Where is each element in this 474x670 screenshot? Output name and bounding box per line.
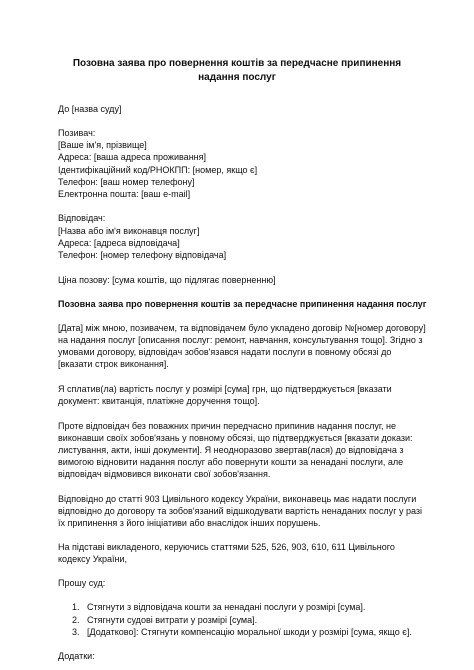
plaintiff-block [58, 127, 422, 200]
paragraph-line: [вказати строк виконання]. [58, 359, 169, 370]
paragraph-line: Я сплатив(ла) вартість послуг у розмірі [сума] грн, що підтверджується [вказати [58, 384, 392, 395]
plaintiff-phone: Телефон: [ваш номер телефону] [58, 176, 195, 187]
list-item-number: 2. [72, 614, 80, 625]
list-item-text: [Додатково]: Стягнути компенсацію моральної шкоди у розмірі [сума, якщо є]. [87, 626, 412, 637]
subheading [58, 298, 427, 310]
list-item-text: Стягнути судові витрати у розмірі [сума]. [87, 614, 258, 625]
plaintiff-heading: Позивач: [58, 128, 96, 139]
paragraph-contract [58, 322, 426, 371]
list-item-number: 3. [72, 626, 80, 637]
paragraph-line: На підставі викладеного, керуючись статтями 525, 526, 903, 610, 611 Цивільного [58, 541, 395, 552]
attachments-heading [58, 650, 422, 662]
plaintiff-tax-id: Ідентифікаційний код/РНОКПП: [номер, якщо є] [58, 164, 258, 175]
paragraph-law [58, 493, 422, 529]
list-item-number: 1. [72, 602, 80, 613]
request-heading [58, 577, 422, 589]
defendant-name: [Назва або ім'я виконавця послуг] [58, 225, 200, 236]
paragraph-line: їх припинення з його ініціативи або внаслідок інших порушень. [58, 517, 321, 528]
paragraph-breach [58, 420, 422, 481]
defendant-block [58, 212, 422, 261]
subheading-text: Позовна заява про повернення коштів за передчасне припинення надання послуг [58, 298, 427, 309]
paragraph-line: Відповідно до статті 903 Цивільного кодексу України, виконавець має надати послуги [58, 493, 417, 504]
list-item [72, 626, 432, 638]
list-item-text: Стягнути з відповідача кошти за ненадані послуги у розмірі [сума]. [87, 602, 366, 613]
paragraph-line: умовами договору, відповідач зобов'язався надати послуги в повному обсязі до [58, 347, 392, 358]
court-name: До [назва суду] [58, 104, 122, 114]
defendant-address: Адреса: [адреса відповідача] [58, 237, 180, 248]
paragraph-line: відповідач відмовився виконати свої зобов'язання. [58, 469, 271, 479]
plaintiff-email: Електронна пошта: [ваш e-mail] [58, 188, 191, 199]
paragraph-line: на надання послуг [описання послуг: ремонт, навчання, консультування тощо]. Згідно з [58, 335, 423, 346]
paragraph-basis [58, 541, 422, 565]
attachments-heading-text: Додатки: [58, 650, 95, 661]
claim-price [58, 274, 422, 286]
paragraph-line: виконавши своїх зобов'язань у повному обсязі, що підтверджується [вказати докази: [58, 432, 413, 443]
paragraph-payment [58, 383, 422, 407]
plaintiff-name: [Ваше ім'я, прізвище] [58, 140, 147, 151]
paragraph-line: [Дата] між мною, позивачем, та відповідачем було укладено договір №[номер договору] [58, 323, 426, 334]
paragraph-line: вимогою відновити надання послуг або повернути кошти за ненадані послуги, але [58, 456, 404, 467]
paragraph-line: документ: квитанція, платіжне доручення тощо]. [58, 396, 260, 407]
paragraph-line: листування, акти, інші документи]. Я неодноразово звертав(лася) до відповідача з [58, 444, 404, 455]
request-list [72, 601, 432, 637]
paragraph-line: кодексу України, [58, 554, 128, 565]
court-line [58, 103, 422, 115]
claim-price-text: Ціна позову: [сума коштів, що підлягає поверненню] [58, 274, 276, 285]
defendant-heading: Відповідач: [58, 213, 106, 224]
request-heading-text: Прошу суд: [58, 578, 106, 589]
paragraph-line: Проте відповідач без поважних причин передчасно припинив надання послуг, не [58, 420, 397, 431]
document-title: Позовна заява про повернення коштів за передчасне припинення надання послуг [72, 58, 402, 83]
list-item [72, 614, 432, 626]
plaintiff-address: Адреса: [ваша адреса проживання] [58, 152, 207, 163]
defendant-phone: Телефон: [номер телефону відповідача] [58, 249, 227, 260]
paragraph-line: відповідно до договору та зобов'язаний відшкодувати вартість ненаданих послуг у разі [58, 505, 423, 516]
list-item [72, 601, 432, 613]
